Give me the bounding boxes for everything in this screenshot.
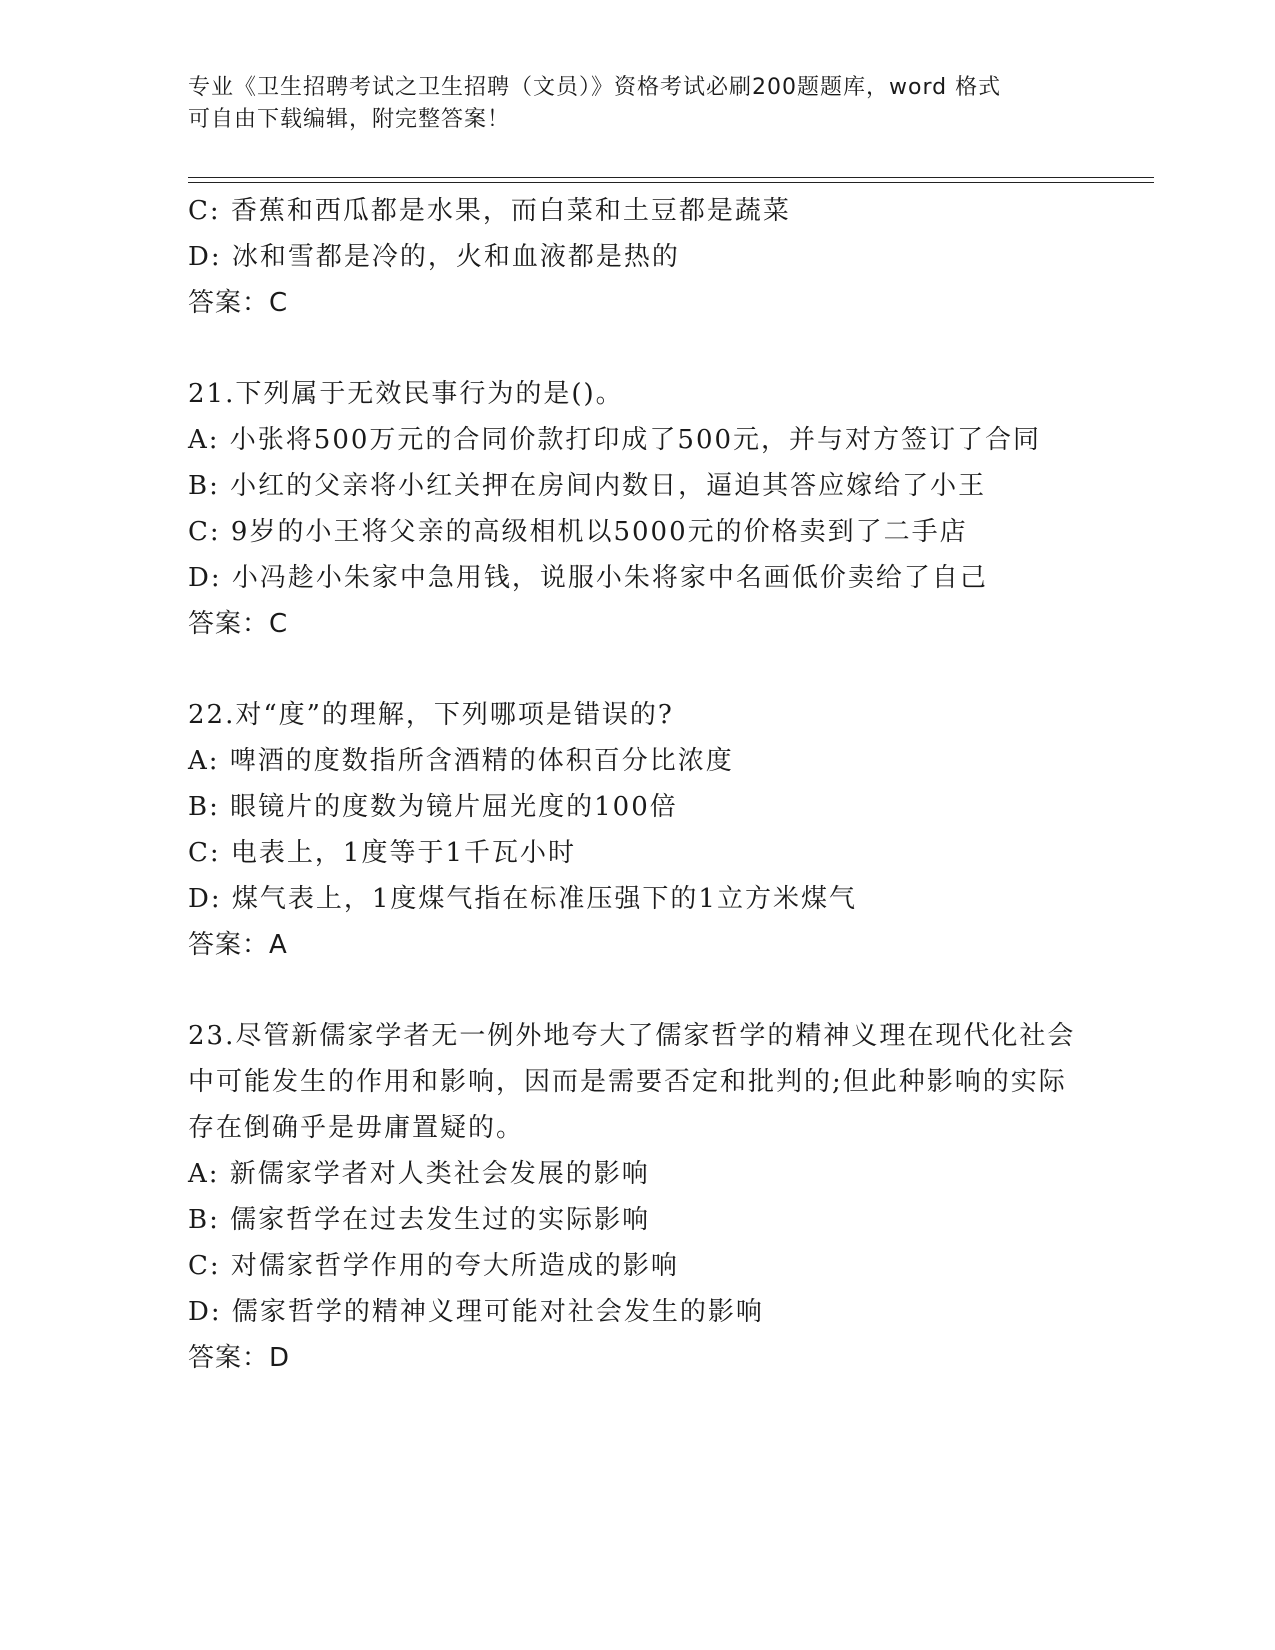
option-c: C: 对儒家哲学作用的夸大所造成的影响	[188, 1251, 679, 1281]
question-21	[188, 371, 1078, 647]
answer-line: 答案：C	[188, 609, 289, 639]
option-b: B: 小红的父亲将小红关押在房间内数日，逼迫其答应嫁给了小王	[188, 471, 987, 501]
question-23	[188, 1013, 1078, 1381]
option-d: D: 冰和雪都是冷的，火和血液都是热的	[188, 242, 680, 272]
question-text: 22.对“度”的理解，下列哪项是错误的?	[188, 700, 674, 730]
question-content	[188, 188, 1078, 1381]
document-header	[188, 72, 1068, 136]
option-b: B: 眼镜片的度数为镜片屈光度的100倍	[188, 792, 678, 822]
option-b: B: 儒家哲学在过去发生过的实际影响	[188, 1205, 651, 1235]
header-line-1: 专业《卫生招聘考试之卫生招聘（文员）》资格考试必刷200题题库，word 格式	[188, 75, 1002, 100]
header-divider-top	[188, 177, 1154, 178]
question-text: 23.尽管新儒家学者无一例外地夸大了儒家哲学的精神义理在现代化社会中可能发生的作用和影响，因而是需要否定和批判的;但此种影响的实际存在倒确乎是毋庸置疑的。	[188, 1021, 1076, 1143]
option-d: D: 小冯趁小朱家中急用钱，说服小朱将家中名画低价卖给了自己	[188, 563, 988, 593]
option-c: C: 9岁的小王将父亲的高级相机以5000元的价格卖到了二手店	[188, 517, 968, 547]
option-a: A: 小张将500万元的合同价款打印成了500元，并与对方签订了合同	[188, 425, 1042, 455]
option-a: A: 啤酒的度数指所含酒精的体积百分比浓度	[188, 746, 734, 776]
answer-line: 答案：D	[188, 1343, 291, 1373]
question-22	[188, 692, 1078, 968]
answer-line: 答案：C	[188, 288, 289, 318]
answer-line: 答案：A	[188, 930, 288, 960]
question-text: 21.下列属于无效民事行为的是()。	[188, 379, 624, 409]
option-c: C: 香蕉和西瓜都是水果，而白菜和土豆都是蔬菜	[188, 196, 791, 226]
option-d: D: 儒家哲学的精神义理可能对社会发生的影响	[188, 1297, 764, 1327]
option-c: C: 电表上，1度等于1千瓦小时	[188, 838, 577, 868]
continued-question	[188, 188, 1078, 326]
header-line-2: 可自由下载编辑，附完整答案！	[188, 107, 511, 132]
option-d: D: 煤气表上，1度煤气指在标准压强下的1立方米煤气	[188, 884, 857, 914]
header-divider-bottom	[188, 182, 1154, 183]
option-a: A: 新儒家学者对人类社会发展的影响	[188, 1159, 650, 1189]
